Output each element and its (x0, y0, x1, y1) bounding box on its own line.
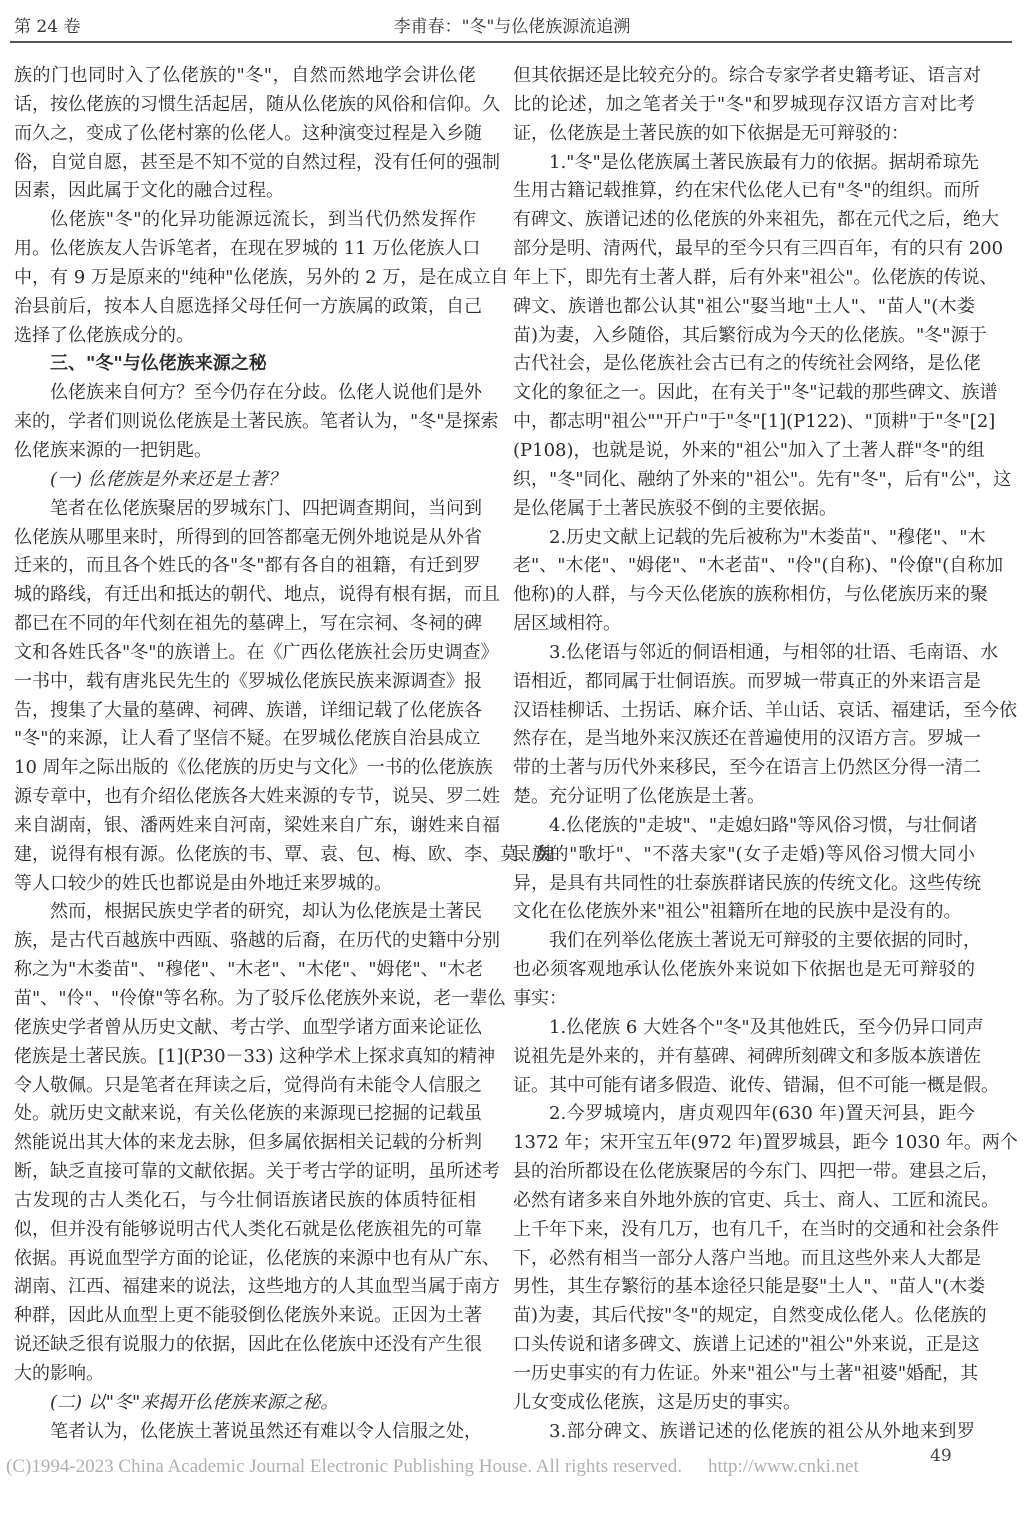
text-line: 俗，自觉自愿，甚至是不知不觉的自然过程，没有任何的强制 (14, 151, 500, 173)
text-line: 10 周年之际出版的《仫佬族的历史与文化》一书的仫佬族族 (14, 757, 493, 779)
text-line: 2.今罗城境内，唐贞观四年(630 年)置天河县，距今 (549, 1103, 975, 1125)
text-line: 有碑文、族谱记述的仫佬族的外来祖先，都在元代之后，绝大 (513, 209, 999, 231)
text-line: 事实： (513, 988, 567, 1009)
text-line: 族，是古代百越族中西瓯、骆越的后裔，在历代的史籍中分别 (14, 930, 500, 952)
text-line: 然存在，是当地外来汉族还在普遍使用的汉语方言。罗城一 (513, 728, 981, 750)
text-line: 是仫佬属于土著民族驳不倒的主要依据。 (513, 497, 837, 519)
paragraph (513, 927, 981, 1014)
text-line: 种群，因此从血型上更不能驳倒仫佬族外来说。正因为土著 (14, 1305, 482, 1327)
text-line: 佬族史学者曾从历史文献、考古学、血型学诸方面来论证仫 (14, 1016, 482, 1038)
page-number: 49 (930, 1446, 952, 1466)
text-line: 笔者在仫佬族聚居的罗城东门、四把调查期间，当问到 (50, 497, 482, 519)
text-line: 文化的象征之一。因此，在有关于"冬"记载的那些碑文、族谱 (513, 382, 998, 404)
text-line: 语相近，都同属于壮侗语族。而罗城一带真正的外来语言是 (513, 670, 981, 692)
text-line: 来的，学者们则说仫佬族是土著民族。笔者认为，"冬"是探索 (14, 411, 499, 433)
text-line: (P108)，也就是说，外来的"祖公"加入了土著人群"冬"的组 (513, 439, 985, 461)
text-line: 仫佬族从哪里来时，所得到的回答都毫无例外地说是从外省 (14, 526, 482, 548)
text-line: 4.仫佬族的"走坡"、"走媳妇路"等风俗习惯，与壮侗诸 (549, 814, 978, 836)
text-line: 处。就历史文献来说，有关仫佬族的来源现已挖掘的记载虽 (14, 1103, 482, 1125)
text-line: 居区域相符。 (513, 613, 621, 635)
text-line: 儿女变成仫佬族，这是历史的事实。 (513, 1391, 801, 1413)
text-line: 3.仫佬语与邻近的侗语相通，与相邻的壮语、毛南语、水 (549, 641, 999, 663)
text-line: 源专章中，也有介绍仫佬族各大姓来源的专节，说吴、罗二姓 (14, 786, 500, 808)
text-line: 民族的"歌圩"、"不落夫家"(女子走婚)等风俗习惯大同小 (513, 843, 975, 865)
text-line: 但其依据还是比较充分的。综合专家学者史籍考证、语言对 (513, 65, 981, 86)
text-line: 文和各姓氏各"冬"的族谱上。在《广西仫佬族社会历史调查》 (14, 641, 499, 663)
text-line: 部分是明、清两代，最早的至今只有三四百年，有的只有 200 (513, 238, 1004, 260)
paragraph (513, 1100, 1018, 1417)
subsection-heading (14, 466, 476, 495)
paragraph (14, 206, 509, 350)
text-line: 仫佬族"冬"的化异功能源远流长，到当代仍然发挥作 (50, 209, 476, 231)
text-line: 异，是具有共同性的壮泰族群诸民族的传统文化。这些传统 (513, 872, 981, 894)
text-line: 比的论述，加之笔者关于"冬"和罗城现存汉语方言对比考 (513, 93, 975, 115)
text-line: 也必须客观地承认仫佬族外来说如下依据也是无可辩驳的 (513, 959, 975, 981)
copyright-text: (C)1994-2023 China Academic Journal Electronic Publishing House. All rights reserved. (6, 1456, 682, 1477)
running-header-volume: 第 24 卷 (14, 17, 81, 37)
text-line: 城的路线，有迁出和抵达的朝代、地点，说得有根有据，而且 (14, 584, 500, 606)
text-line: 古发现的古人类化石，与今壮侗语族诸民族的体质特征相 (14, 1189, 476, 1211)
text-line: 中，有 9 万是原来的"纯种"仫佬族，另外的 2 万，是在成立自 (14, 266, 509, 288)
text-line: 上千年下来，没有几万，也有几千，在当时的交通和社会条件 (513, 1218, 999, 1240)
text-line: 佬族是土著民族。[1](P30－33) 这种学术上探求真知的精神 (14, 1045, 496, 1067)
text-line: 1."冬"是仫佬族属土著民族最有力的依据。据胡希琼先 (549, 151, 979, 173)
paragraph (513, 149, 1012, 524)
text-line: 3.部分碑文、族谱记述的仫佬族的祖公从外地来到罗 (549, 1420, 975, 1442)
paragraph (14, 495, 554, 899)
text-line: 说还缺乏很有说服力的依据，因此在仫佬族中还没有产生很 (14, 1334, 482, 1356)
text-line: 都已在不同的年代刻在祖先的墓碑上，写在宗祠、冬祠的碑 (14, 613, 482, 635)
text-line: 笔者认为，仫佬族土著说虽然还有难以令人信服之处， (50, 1420, 482, 1442)
text-line: 建，说得有根有源。仫佬族的韦、覃、袁、包、梅、欧、李、莫、魏 (14, 843, 554, 865)
text-line: 迁来的，而且各个姓氏的各"冬"都有各自的祖籍，有迁到罗 (14, 555, 481, 577)
text-line: 告，搜集了大量的墓碑、祠碑、族谱，详细记载了仫佬族各 (14, 699, 482, 721)
paragraph (14, 62, 500, 206)
text-line: 仫佬族来自何方？至今仍存在分歧。仫佬人说他们是外 (50, 382, 482, 404)
text-line: 县的治所都设在仫佬族聚居的今东门、四把一带。建县之后， (513, 1161, 999, 1183)
text-line: 说祖先是外来的，并有墓碑、祠碑所刻碑文和多版本族谱佐 (513, 1045, 981, 1067)
text-line: 称之为"木娄苗"、"穆佬"、"木老"、"木佬"、"姆佬"、"木老 (14, 959, 484, 981)
text-line: 口头传说和诸多碑文、族谱上记述的"祖公"外来说，正是这 (513, 1334, 980, 1356)
text-line: 湖南、江西、福建来的说法，这些地方的人其血型当属于南方 (14, 1276, 500, 1298)
text-line: 然而，根据民族史学者的研究，却认为仫佬族是土著民 (50, 901, 482, 923)
text-line: 依据。再说血型学方面的论证，仫佬族的来源中也有从广东、 (14, 1247, 500, 1269)
text-line: 一历史事实的有力佐证。外来"祖公"与土著"祖婆"婚配，其 (513, 1362, 979, 1384)
header-divider (10, 41, 1012, 43)
text-line: 男性，其生存繁衍的基本途径只能是娶"土人"、"苗人"(木娄 (513, 1276, 986, 1298)
text-line: 苗)为妻，入乡随俗，其后繁衍成为今天的仫佬族。"冬"源于 (513, 324, 987, 346)
text-line: 话，按仫佬族的习惯生活起居，随从仫佬族的风俗和信仰。久 (14, 93, 500, 115)
text-line: 碑文、族谱也都公认其"祖公"娶当地"土人"、"苗人"(木娄 (513, 295, 975, 317)
text-line: 等人口较少的姓氏也都说是由外地迁来罗城的。 (14, 872, 392, 894)
text-line: 三、"冬"与仫佬族来源之秘 (50, 353, 267, 375)
right-column (513, 62, 1018, 1447)
text-line: 苗"、"伶"、"伶僚"等名称。为了驳斥仫佬族外来说，老一辈仫 (14, 988, 506, 1009)
text-line: 令人敬佩。只是笔者在拜读之后，觉得尚有未能令人信服之 (14, 1074, 482, 1096)
text-line: 老"、"木佬"、"姆佬"、"木老苗"、"伶"(自称)、"伶僚"(自称加 (513, 555, 1004, 577)
text-line: (一) 仫佬族是外来还是土著？ (50, 468, 286, 490)
paragraph (513, 812, 981, 927)
text-line: 生用古籍记载推算，约在宋代仫佬人已有"冬"的组织。而所 (513, 180, 980, 202)
text-line: 他称)的人群，与今天仫佬族的族称相仿，与仫佬族历来的聚 (513, 584, 989, 606)
paragraph (14, 379, 499, 466)
text-line: 楚。充分证明了仫佬族是土著。 (513, 786, 765, 808)
text-line: 2.历史文献上记载的先后被称为"木娄苗"、"穆佬"、"木 (549, 526, 986, 548)
text-line: 1372 年；宋开宝五年(972 年)置罗城县，距今 1030 年。两个 (513, 1132, 1018, 1154)
text-line: (二) 以"冬"来揭开仫佬族来源之秘。 (50, 1391, 339, 1413)
paragraph (513, 1014, 999, 1101)
paragraph (513, 62, 981, 149)
text-line: 用。仫佬族友人告诉笔者，在现在罗城的 11 万仫佬族人口 (14, 238, 481, 260)
text-line: 汉语桂柳话、土拐话、麻介话、羊山话、哀话、福建话，至今依 (513, 699, 1017, 721)
section-heading (14, 350, 476, 379)
text-line: 而久之，变成了仫佬村寨的仫佬人。这种演变过程是入乡随 (14, 122, 482, 144)
text-line: 选择了仫佬族成分的。 (14, 324, 194, 346)
text-line: 中，都志明"祖公""开户"于"冬"[1](P122)、"顶耕"于"冬"[2] (513, 411, 996, 433)
text-line: 文化在仫佬族外来"祖公"祖籍所在地的民族中是没有的。 (513, 901, 962, 923)
paragraph (14, 1418, 482, 1447)
text-line: 一书中，载有唐兆民先生的《罗城仫佬族民族来源调查》报 (14, 670, 482, 692)
text-line: 证。其中可能有诸多假造、讹传、错漏，但不可能一概是假。 (513, 1074, 999, 1096)
text-line: "冬"的来源，让人看了坚信不疑。在罗城仫佬族自治县成立 (14, 728, 481, 750)
running-header-title: 李甫春："冬"与仫佬族源流追溯 (393, 17, 631, 37)
paragraph (513, 524, 1004, 639)
text-line: 来自湖南，银、潘两姓来自河南，梁姓来自广东，谢姓来自福 (14, 814, 500, 836)
subsection-heading (14, 1389, 476, 1418)
text-line: 带的土著与历代外来移民，至今在语言上仍然区分得一清二 (513, 757, 981, 779)
text-line: 仫佬族来源的一把钥匙。 (14, 439, 212, 461)
text-line: 年上下，即先有土著人群，后有外来"祖公"。仫佬族的传说、 (513, 266, 998, 288)
text-line: 因素，因此属于文化的融合过程。 (14, 180, 284, 202)
paragraph (14, 898, 506, 1388)
text-line: 必然有诸多来自外地外族的官吏、兵士、商人、工匠和流民。 (513, 1189, 999, 1211)
text-line: 我们在列举仫佬族土著说无可辩驳的主要依据的同时， (549, 930, 981, 952)
text-line: 然能说出其大体的来龙去脉，但多属依据相关记载的分析判 (14, 1132, 482, 1154)
text-line: 古代社会，是仫佬族社会古已有之的传统社会网络，是仫佬 (513, 353, 981, 375)
text-line: 大的影响。 (14, 1362, 104, 1384)
text-line: 下，必然有相当一部分人落户当地。而且这些外来人大都是 (513, 1247, 981, 1269)
text-line: 似，但并没有能够说明古代人类化石就是仫佬族祖先的可靠 (14, 1218, 482, 1240)
cnki-url: http://www.cnki.net (707, 1456, 859, 1477)
text-line: 断，缺乏直接可靠的文献依据。关于考古学的证明，虽所述考 (14, 1161, 500, 1183)
paragraph (513, 1418, 975, 1447)
text-line: 证，仫佬族是土著民族的如下依据是无可辩驳的： (513, 122, 909, 144)
text-line: 织，"冬"同化、融纳了外来的"祖公"。先有"冬"，后有"公"，这 (513, 468, 1012, 490)
text-line: 族的门也同时入了仫佬族的"冬"，自然而然地学会讲仫佬 (14, 65, 476, 86)
paragraph (513, 639, 1017, 812)
text-line: 苗)为妻，其后代按"冬"的规定，自然变成仫佬人。仫佬族的 (513, 1305, 987, 1327)
text-line: 1.仫佬族 6 大姓各个"冬"及其他姓氏，至今仍异口同声 (549, 1016, 984, 1038)
text-line: 治县前后，按本人自愿选择父母任何一方族属的政策，自己 (14, 295, 482, 317)
copyright-footer (6, 1456, 859, 1478)
